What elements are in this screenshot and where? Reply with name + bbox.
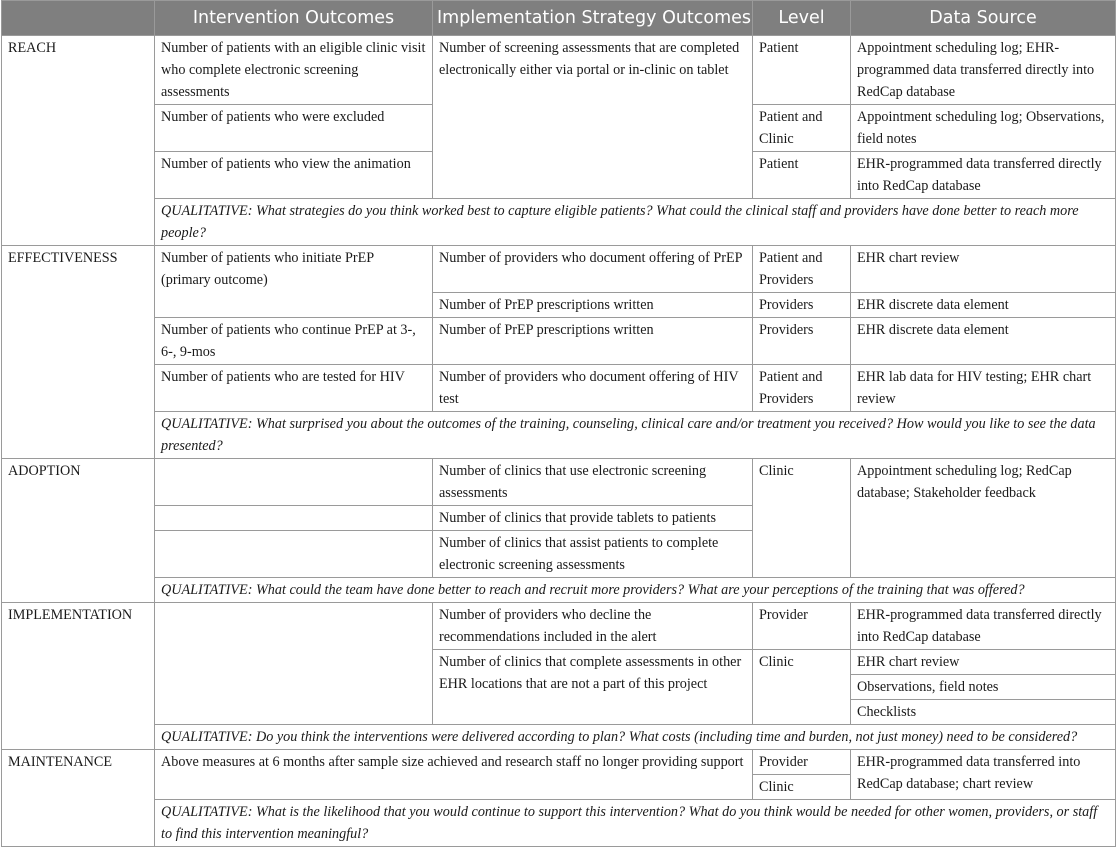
cell-level: Provider: [753, 603, 851, 650]
cell-level: Providers: [753, 293, 851, 318]
cell-strategy: Number of clinics that use electronic screening assessments: [433, 459, 753, 506]
cell-strategy: Number of clinics that complete assessments in other EHR locations that are not a part of this project: [433, 650, 753, 725]
qualitative-maintenance: QUALITATIVE: What is the likelihood that you would continue to support this intervention? What do you think would be needed for other women, providers, or staff to find this intervention meaningful?: [155, 800, 1116, 847]
cell-data-source: EHR discrete data element: [851, 318, 1116, 365]
table-row: [2, 365, 1116, 412]
dimension-effectiveness: EFFECTIVENESS: [2, 246, 155, 459]
cell-strategy: Number of screening assessments that are completed electronically either via portal or in-clinic on tablet: [433, 36, 753, 199]
cell-intervention-empty: [155, 506, 433, 531]
cell-data-source: EHR-programmed data transferred directly into RedCap database: [851, 603, 1116, 650]
cell-data-source: EHR-programmed data transferred into RedCap database; chart review: [851, 750, 1116, 800]
cell-data-source: Appointment scheduling log; EHR-programmed data transferred directly into RedCap database: [851, 36, 1116, 105]
cell-strategy: Number of providers who document offering of PrEP: [433, 246, 753, 293]
header-dimension: [2, 1, 155, 36]
cell-level: Patient and Providers: [753, 365, 851, 412]
cell-intervention: Number of patients who view the animation: [155, 152, 433, 199]
header-level: Level: [753, 1, 851, 36]
cell-data-source: Checklists: [851, 700, 1116, 725]
cell-level: Provider: [753, 750, 851, 775]
cell-data-source: EHR chart review: [851, 246, 1116, 293]
table-row: [2, 603, 1116, 650]
cell-intervention-empty: [155, 459, 433, 506]
qualitative-reach: QUALITATIVE: What strategies do you think worked best to capture eligible patients? What could the clinical staff and providers have done better to reach more people?: [155, 199, 1116, 246]
cell-data-source: EHR discrete data element: [851, 293, 1116, 318]
cell-intervention-empty: [155, 531, 433, 578]
cell-level: Clinic: [753, 459, 851, 578]
table-row: [2, 750, 1116, 775]
header-implementation-strategy-outcomes: Implementation Strategy Outcomes: [433, 1, 753, 36]
cell-level: Clinic: [753, 775, 851, 800]
qualitative-row: [2, 412, 1116, 459]
cell-intervention: Number of patients with an eligible clinic visit who complete electronic screening assessments: [155, 36, 433, 105]
table-row: [2, 36, 1116, 105]
dimension-reach: REACH: [2, 36, 155, 246]
cell-data-source: EHR-programmed data transferred directly into RedCap database: [851, 152, 1116, 199]
table-row: [2, 459, 1116, 506]
qualitative-row: [2, 725, 1116, 750]
qualitative-effectiveness: QUALITATIVE: What surprised you about the outcomes of the training, counseling, clinical care and/or treatment you received? How would you like to see the data presented?: [155, 412, 1116, 459]
cell-strategy: Number of clinics that provide tablets to patients: [433, 506, 753, 531]
cell-level: Patient and Clinic: [753, 105, 851, 152]
cell-intervention-empty: [155, 603, 433, 725]
qualitative-row: [2, 578, 1116, 603]
qualitative-row: [2, 800, 1116, 847]
header-row: [2, 1, 1116, 36]
cell-intervention: Number of patients who initiate PrEP (primary outcome): [155, 246, 433, 318]
cell-intervention: Number of patients who are tested for HIV: [155, 365, 433, 412]
cell-intervention: Number of patients who continue PrEP at 3-, 6-, 9-mos: [155, 318, 433, 365]
dimension-adoption: ADOPTION: [2, 459, 155, 603]
cell-data-source: Appointment scheduling log; RedCap database; Stakeholder feedback: [851, 459, 1116, 578]
cell-intervention: Above measures at 6 months after sample size achieved and research staff no longer providing support: [155, 750, 753, 800]
cell-level: Patient: [753, 152, 851, 199]
table-row: [2, 318, 1116, 365]
dimension-implementation: IMPLEMENTATION: [2, 603, 155, 750]
qualitative-row: [2, 199, 1116, 246]
cell-data-source: Observations, field notes: [851, 675, 1116, 700]
cell-strategy: Number of PrEP prescriptions written: [433, 318, 753, 365]
header-intervention-outcomes: Intervention Outcomes: [155, 1, 433, 36]
table-row: [2, 246, 1116, 293]
cell-strategy: Number of providers who decline the recommendations included in the alert: [433, 603, 753, 650]
cell-level: Patient and Providers: [753, 246, 851, 293]
cell-level: Patient: [753, 36, 851, 105]
header-data-source: Data Source: [851, 1, 1116, 36]
cell-data-source: EHR chart review: [851, 650, 1116, 675]
cell-strategy: Number of providers who document offering of HIV test: [433, 365, 753, 412]
cell-level: Clinic: [753, 650, 851, 725]
cell-intervention: Number of patients who were excluded: [155, 105, 433, 152]
cell-level: Providers: [753, 318, 851, 365]
qualitative-adoption: QUALITATIVE: What could the team have done better to reach and recruit more providers? What are your perceptions of the training that was offered?: [155, 578, 1116, 603]
cell-strategy: Number of PrEP prescriptions written: [433, 293, 753, 318]
cell-data-source: Appointment scheduling log; Observations, field notes: [851, 105, 1116, 152]
re-aim-table: [1, 0, 1116, 847]
cell-data-source: EHR lab data for HIV testing; EHR chart review: [851, 365, 1116, 412]
dimension-maintenance: MAINTENANCE: [2, 750, 155, 847]
qualitative-implementation: QUALITATIVE: Do you think the interventions were delivered according to plan? What costs (including time and burden, not just money) need to be considered?: [155, 725, 1116, 750]
cell-strategy: Number of clinics that assist patients to complete electronic screening assessments: [433, 531, 753, 578]
